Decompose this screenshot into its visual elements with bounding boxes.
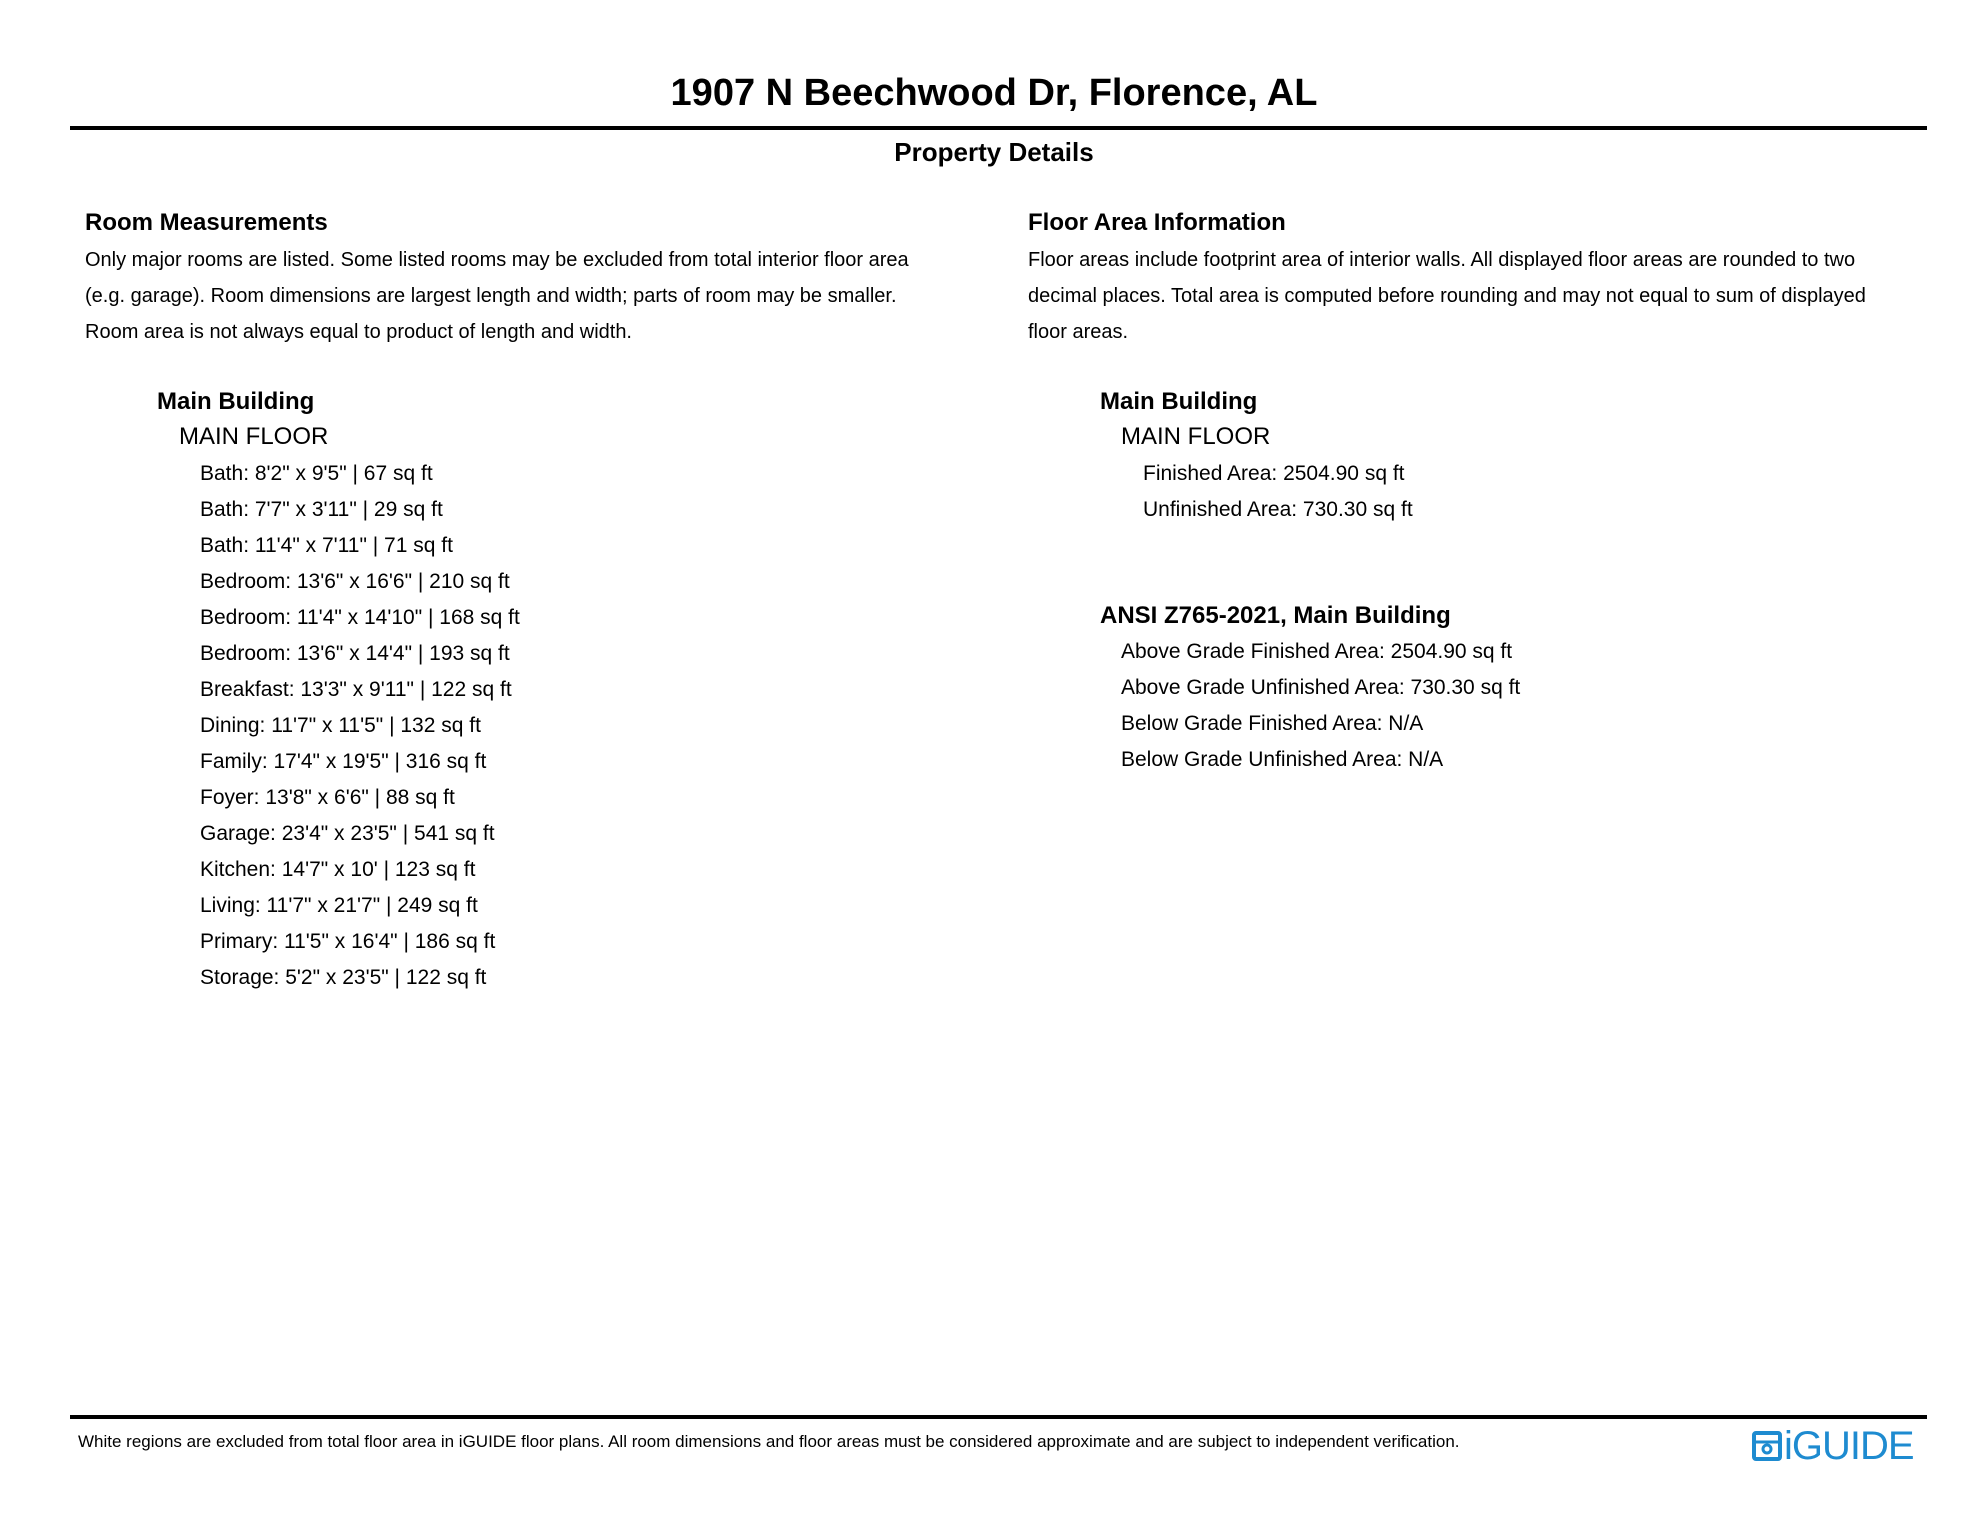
ansi-item: Above Grade Unfinished Area: 730.30 sq ft: [1121, 676, 1521, 699]
description-line: Only major rooms are listed. Some listed rooms may be excluded from total interior floor area: [85, 249, 909, 271]
room-item: Family: 17'4" x 19'5" | 316 sq ft: [200, 750, 487, 773]
logo-text: iGUIDE: [1784, 1424, 1914, 1468]
floor-area-description: [1028, 242, 1866, 350]
room-item: Garage: 23'4" x 23'5" | 541 sq ft: [200, 822, 495, 845]
ansi-item: Below Grade Unfinished Area: N/A: [1121, 748, 1444, 771]
description-line: (e.g. garage). Room dimensions are largest length and width; parts of room may be smaller.: [85, 285, 897, 307]
room-item: Living: 11'7" x 21'7" | 249 sq ft: [200, 894, 478, 917]
room-item: Kitchen: 14'7" x 10' | 123 sq ft: [200, 858, 476, 881]
ansi-heading: ANSI Z765-2021, Main Building: [1100, 602, 1451, 629]
room-item: Bedroom: 13'6" x 16'6" | 210 sq ft: [200, 570, 510, 593]
room-measurements-description: [85, 242, 909, 350]
area-building-heading: Main Building: [1100, 388, 1258, 415]
description-line: floor areas.: [1028, 321, 1129, 343]
description-line: Room area is not always equal to product of length and width.: [85, 321, 632, 343]
room-item: Bath: 11'4" x 7'11" | 71 sq ft: [200, 534, 453, 557]
ansi-list: [1121, 634, 1520, 778]
floor-area-heading: Floor Area Information: [1028, 209, 1286, 236]
room-item: Bath: 7'7" x 3'11" | 29 sq ft: [200, 498, 443, 521]
room-item: Bedroom: 13'6" x 14'4" | 193 sq ft: [200, 642, 510, 665]
room-measurements-heading: Room Measurements: [85, 209, 328, 236]
room-list: [200, 456, 520, 996]
footer-disclaimer: White regions are excluded from total floor area in iGUIDE floor plans. All room dimensions and floor areas must be considered approximate and are subject to independent verification.: [78, 1432, 1460, 1451]
area-list: [1143, 456, 1413, 528]
page-subtitle: Property Details: [894, 137, 1094, 167]
ansi-item: Above Grade Finished Area: 2504.90 sq ft: [1121, 640, 1513, 663]
room-item: Primary: 11'5" x 16'4" | 186 sq ft: [200, 930, 496, 953]
area-floor-heading: MAIN FLOOR: [1121, 423, 1271, 450]
description-line: Floor areas include footprint area of interior walls. All displayed floor areas are rounded to two: [1028, 249, 1856, 271]
room-floor-heading: MAIN FLOOR: [179, 423, 329, 450]
room-building-heading: Main Building: [157, 388, 315, 415]
room-item: Dining: 11'7" x 11'5" | 132 sq ft: [200, 714, 481, 737]
ansi-item: Below Grade Finished Area: N/A: [1121, 712, 1424, 735]
room-item: Storage: 5'2" x 23'5" | 122 sq ft: [200, 966, 487, 989]
iguide-logo: [1752, 1426, 1914, 1466]
footer-divider: [70, 1415, 1927, 1419]
area-item: Finished Area: 2504.90 sq ft: [1143, 462, 1405, 485]
area-item: Unfinished Area: 730.30 sq ft: [1143, 498, 1413, 521]
room-item: Breakfast: 13'3" x 9'11" | 122 sq ft: [200, 678, 512, 701]
description-line: decimal places. Total area is computed before rounding and may not equal to sum of displayed: [1028, 285, 1866, 307]
room-item: Foyer: 13'8" x 6'6" | 88 sq ft: [200, 786, 455, 809]
camera-icon: [1752, 1430, 1782, 1462]
page-title: 1907 N Beechwood Dr, Florence, AL: [670, 72, 1318, 114]
room-item: Bedroom: 11'4" x 14'10" | 168 sq ft: [200, 606, 520, 629]
title-divider: [70, 126, 1927, 130]
room-item: Bath: 8'2" x 9'5" | 67 sq ft: [200, 462, 433, 485]
